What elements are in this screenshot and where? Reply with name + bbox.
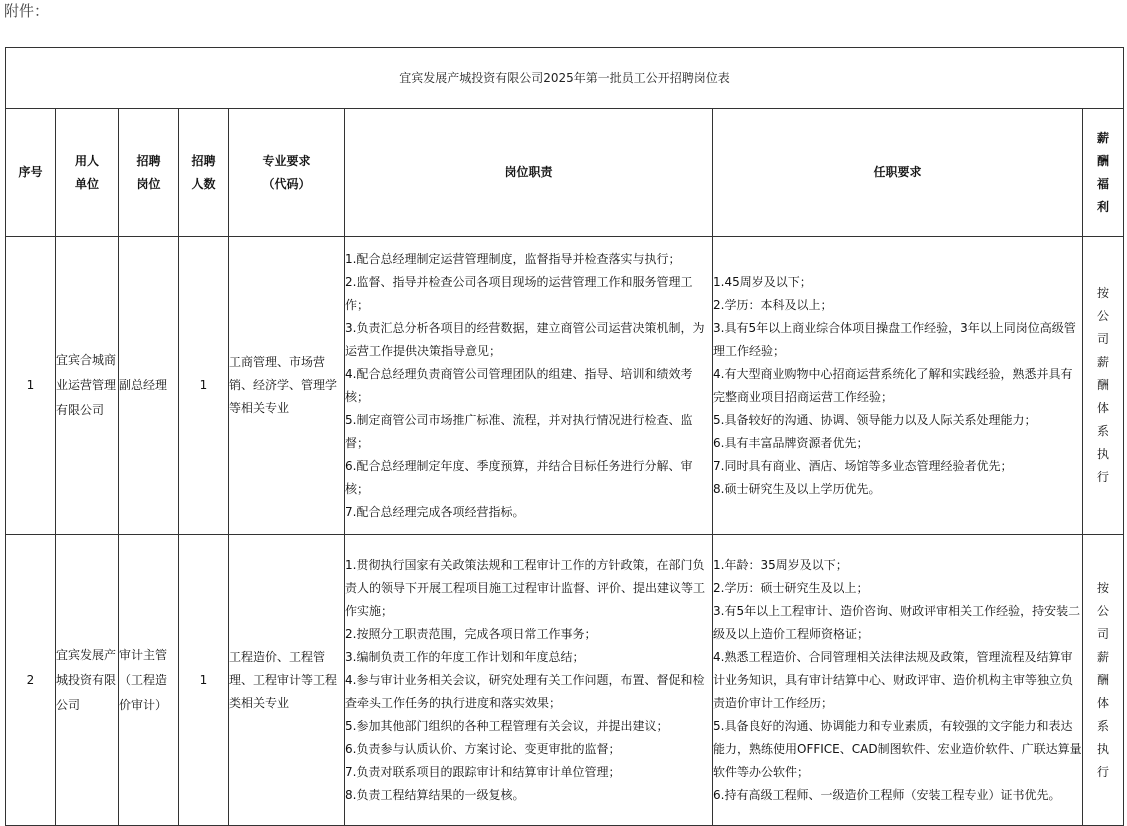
- requirement-item: 5.具备良好的沟通、协调能力和专业素质，有较强的文字能力和表达能力，熟练使用OFFICE、CAD制图软件、宏业造价软件、广联达算量软件等办公软件；: [713, 718, 1082, 779]
- benefits-char: 薪: [1097, 355, 1110, 369]
- requirement-item: 2.学历：本科及以上；: [713, 297, 833, 312]
- duty-item: 5.制定商管公司市场推广标准、流程，并对执行情况进行检查、监督；: [345, 412, 693, 450]
- row-unit: 宜宾发展产城投资有限公司: [56, 535, 119, 826]
- row-requirements: [713, 535, 1083, 826]
- requirement-item: 6.持有高级工程师、一级造价工程师（安装工程专业）证书优先。: [713, 787, 1061, 802]
- benefits-char: 司: [1097, 626, 1110, 641]
- benefits-char: 酬: [1097, 672, 1110, 687]
- duty-item: 7.负责对联系项目的跟踪审计和结算审计单位管理；: [345, 764, 621, 779]
- duty-item: 8.负责工程结算结果的一级复核。: [345, 787, 525, 802]
- requirement-item: 6.具有丰富品牌资源者优先；: [713, 435, 869, 450]
- row-count: 1: [179, 535, 229, 826]
- row-seq: 1: [6, 237, 56, 535]
- header-count-line: 招聘: [191, 153, 216, 168]
- attachment-label: 附件：: [4, 2, 50, 20]
- duty-item: 4.参与审计业务相关会议，研究处理有关工作问题，布置、督促和检查牵头工作任务的执行进度和落实效果；: [345, 672, 705, 710]
- table-row: [6, 237, 1124, 535]
- duty-item: 6.负责参与认质认价、方案讨论、变更审批的监督；: [345, 741, 621, 756]
- header-seq: 序号: [6, 109, 56, 237]
- header-unit: [56, 109, 119, 237]
- row-duties: [345, 237, 713, 535]
- header-major-line: （代码）: [262, 176, 311, 191]
- row-position: 审计主管（工程造价审计）: [119, 535, 179, 826]
- header-requirements: 任职要求: [713, 109, 1083, 237]
- header-position: [119, 109, 179, 237]
- duty-item: 7.配合总经理完成各项经营指标。: [345, 504, 525, 519]
- duty-item: 3.负责汇总分析各项目的经营数据，建立商管公司运营决策机制，为运营工作提供决策指导意见；: [345, 320, 705, 358]
- benefits-char: 执: [1097, 741, 1110, 756]
- header-count-line: 人数: [191, 176, 216, 191]
- row-duties: [345, 535, 713, 826]
- header-major: [229, 109, 345, 237]
- duty-item: 5.参加其他部门组织的各种工程管理有关会议，并提出建议；: [345, 718, 669, 733]
- requirement-item: 3.有5年以上工程审计、造价咨询、财政评审相关工作经验，持安装二级及以上造价工程师资格证；: [713, 603, 1081, 641]
- duty-item: 1.配合总经理制定运营管理制度，监督指导并检查落实与执行；: [345, 251, 681, 266]
- benefits-char: 系: [1097, 424, 1110, 438]
- benefits-char: 司: [1097, 332, 1110, 346]
- header-position-line: 岗位: [136, 176, 161, 191]
- header-benefits-char: 利: [1097, 199, 1110, 214]
- row-position: 副总经理: [119, 237, 179, 535]
- requirement-item: 2.学历：硕士研究生及以上；: [713, 580, 869, 595]
- requirement-item: 4.熟悉工程造价、合同管理相关法律法规及政策，管理流程及结算审计业务知识，具有审计结算中心、财政评审、造价机构主审等独立负责造价审计工作经历；: [713, 649, 1074, 710]
- header-benefits-char: 酬: [1097, 153, 1110, 168]
- header-benefits-char: 薪: [1097, 130, 1110, 145]
- row-count: 1: [179, 237, 229, 535]
- benefits-char: 体: [1097, 695, 1110, 710]
- header-row: [6, 109, 1124, 237]
- header-unit-line: 用人: [74, 153, 99, 168]
- requirement-item: 1.年龄：35周岁及以下；: [713, 557, 848, 572]
- duty-item: 6.配合总经理制定年度、季度预算，并结合目标任务进行分解、审核；: [345, 458, 693, 496]
- recruitment-table: [5, 47, 1124, 826]
- benefits-char: 按: [1097, 580, 1110, 595]
- table-row: [6, 535, 1124, 826]
- benefits-char: 体: [1097, 401, 1110, 415]
- benefits-char: 薪: [1097, 649, 1110, 664]
- row-requirements: [713, 237, 1083, 535]
- row-benefits: [1083, 535, 1124, 826]
- benefits-char: 按: [1097, 286, 1110, 300]
- table-title: 宜宾发展产城投资有限公司2025年第一批员工公开招聘岗位表: [6, 48, 1124, 109]
- requirement-item: 5.具备较好的沟通、协调、领导能力以及人际关系处理能力；: [713, 412, 1037, 427]
- header-unit-line: 单位: [74, 176, 99, 191]
- row-major: 工商管理、市场营销、经济学、管理学等相关专业: [229, 237, 345, 535]
- requirement-item: 1.45周岁及以下；: [713, 274, 812, 289]
- duty-item: 1.贯彻执行国家有关政策法规和工程审计工作的方针政策，在部门负责人的领导下开展工程项目施工过程审计监督、评价、提出建议等工作实施；: [345, 557, 706, 618]
- requirement-item: 7.同时具有商业、酒店、场馆等多业态管理经验者优先；: [713, 458, 1013, 473]
- duty-item: 2.按照分工职责范围，完成各项日常工作事务；: [345, 626, 597, 641]
- row-unit: 宜宾合城商业运营管理有限公司: [56, 237, 119, 535]
- header-major-line: 专业要求: [262, 153, 311, 168]
- header-duties: 岗位职责: [345, 109, 713, 237]
- requirement-item: 3.具有5年以上商业综合体项目操盘工作经验，3年以上同岗位高级管理工作经验；: [713, 320, 1076, 358]
- header-position-line: 招聘: [136, 153, 161, 168]
- benefits-char: 公: [1097, 603, 1110, 618]
- requirement-item: 8.硕士研究生及以上学历优先。: [713, 481, 881, 496]
- benefits-char: 公: [1097, 309, 1110, 323]
- requirement-item: 4.有大型商业购物中心招商运营系统化了解和实践经验，熟悉并具有完整商业项目招商运营工作经验；: [713, 366, 1073, 404]
- benefits-char: 行: [1097, 470, 1110, 484]
- row-major: 工程造价、工程管理、工程审计等工程类相关专业: [229, 535, 345, 826]
- row-benefits: [1083, 237, 1124, 535]
- benefits-char: 行: [1097, 764, 1110, 779]
- duty-item: 3.编制负责工作的年度工作计划和年度总结；: [345, 649, 585, 664]
- benefits-char: 系: [1097, 718, 1110, 733]
- row-seq: 2: [6, 535, 56, 826]
- benefits-char: 执: [1097, 447, 1110, 461]
- header-benefits-char: 福: [1097, 176, 1110, 191]
- duty-item: 4.配合总经理负责商管公司管理团队的组建、指导、培训和绩效考核；: [345, 366, 693, 404]
- header-count: [179, 109, 229, 237]
- benefits-char: 酬: [1097, 378, 1110, 392]
- duty-item: 2.监督、指导并检查公司各项目现场的运营管理工作和服务管理工作；: [345, 274, 693, 312]
- header-benefits: [1083, 109, 1124, 237]
